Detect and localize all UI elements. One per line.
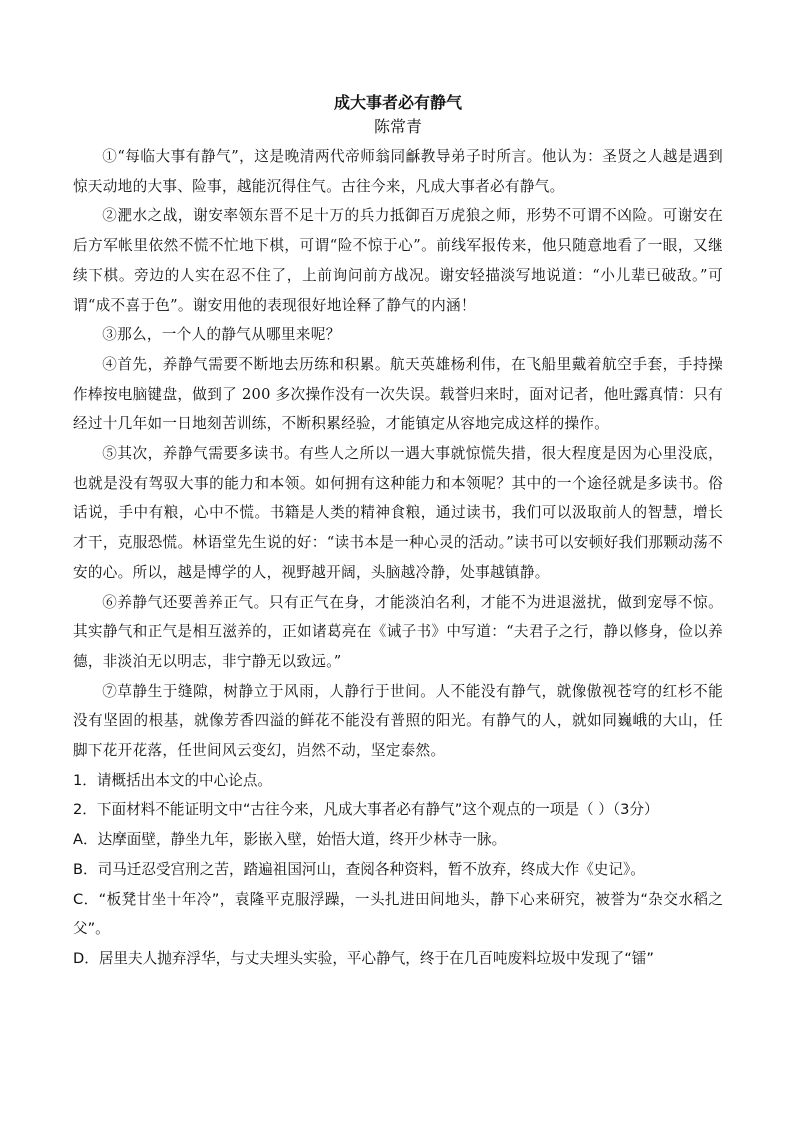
paragraph-4: ④首先，养静气需要不断地去历练和积累。航天英雄杨利伟，在飞船里戴着航空手套，手持操作棒按电脑键盘，做到了 200 多次操作没有一次失误。载誉归来时，面对记者，他吐露真情：只有经过十几年如一日地刻苦训练，不断积累经验，才能镇定从容地完成这样的操作。 (73, 355, 723, 433)
paragraph-3: ③那么，一个人的静气从哪里来呢？ (102, 326, 341, 344)
option-a: A．达摩面壁，静坐九年，影嵌入壁，始悟大道，终开少林寺一脉。 (73, 831, 507, 849)
paragraph-7: ⑦草静生于缝隙，树静立于风雨，人静行于世间。人不能没有静气，就像傲视苍穹的红杉不能没有坚固的根基，就像芳香四溢的鲜花不能没有普照的阳光。有静气的人，就如同巍峨的大山，任脚下花开花落，任世间风云变幻，岿然不动，坚定泰然。 (73, 682, 723, 760)
option-d: D．居里夫人抛弃浮华，与丈夫埋头实验，平心静气，终于在几百吨废料垃圾中发现了“镭” (73, 949, 654, 967)
document-page (73, 92, 723, 974)
paragraph-1: ①“每临大事有静气”，这是晚清两代帝师翁同龢教导弟子时所言。他认为：圣贤之人越是遇到惊天动地的大事、险事，越能沉得住气。古往今来，凡成大事者必有静气。 (73, 148, 723, 195)
paragraph-2: ②淝水之战，谢安率领东晋不足十万的兵力抵御百万虎狼之师，形势不可谓不凶险。可谢安在后方军帐里依然不慌不忙地下棋，可谓“险不惊于心”。前线军报传来，他只随意地看了一眼，又继续下棋。旁边的人实在忍不住了，上前询问前方战况。谢安轻描淡写地说道：“小儿辈已破敌。”可谓“成不喜于色”。谢安用他的表现很好地诠释了静气的内涵！ (73, 207, 723, 314)
paragraph-5: ⑤其次，养静气需要多读书。有些人之所以一遇大事就惊慌失措，很大程度是因为心里没底，也就是没有驾驭大事的能力和本领。如何拥有这种能力和本领呢？其中的一个途径就是多读书。俗话说，手中有粮，心中不慌。书籍是人类的精神食粮，通过读书，我们可以汲取前人的智慧，增长才干，克服恐慌。林语堂先生说的好：“读书本是一种心灵的活动。”读书可以安顿好我们那颗动荡不安的心。所以，越是博学的人，视野越开阔，头脑越冷静，处事越镇静。 (73, 445, 723, 581)
question-2: 2．下面材料不能证明文中“古往今来，凡成大事者必有静气”这个观点的一项是（ ）（3分） (73, 801, 659, 819)
option-b: B．司马迁忍受宫刑之苦，踏遍祖国河山，查阅各种资料，暂不放弃，终成大作《史记》。 (73, 860, 645, 878)
article-title: 成大事者必有静气 (333, 93, 462, 112)
article-author: 陈常青 (373, 117, 422, 136)
paragraph-6: ⑥养静气还要善养正气。只有正气在身，才能淡泊名利，才能不为进退滋扰，做到宠辱不惊。其实静气和正气是相互滋养的，正如诸葛亮在《诫子书》中写道：“夫君子之行，静以修身，俭以养德，非淡泊无以明志，非宁静无以致远。” (73, 593, 723, 670)
option-c: C．“板凳甘坐十年冷”，袁隆平克服浮躁，一头扎进田间地头，静下心来研究，被誉为“杂交水稻之父”。 (73, 890, 723, 938)
question-1: 1．请概括出本文的中心论点。 (73, 771, 273, 789)
